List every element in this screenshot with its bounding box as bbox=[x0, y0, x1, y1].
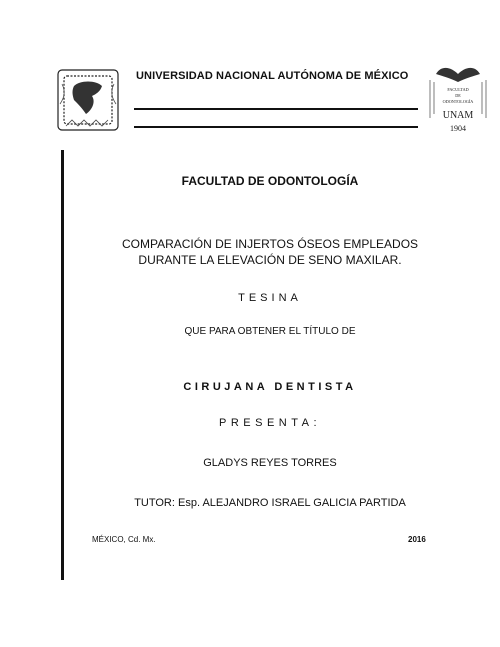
thesis-title-line-2: DURANTE LA ELEVACIÓN DE SENO MAXILAR. bbox=[138, 253, 402, 267]
degree-title: CIRUJANA DENTISTA bbox=[183, 381, 357, 393]
presents-label: PRESENTA: bbox=[218, 417, 322, 429]
place-label: MÉXICO, Cd. Mx. bbox=[92, 535, 156, 544]
faculty-seal-line-1: FACULTAD bbox=[447, 87, 469, 92]
header-rule-top bbox=[134, 108, 418, 110]
header-rule-bottom bbox=[134, 126, 418, 128]
faculty-seal-line-3: ODONTOLOGÍA bbox=[442, 99, 474, 104]
unam-seal-icon bbox=[52, 64, 124, 136]
faculty-name: FACULTAD DE ODONTOLOGÍA bbox=[181, 174, 359, 188]
tutor-name: TUTOR: Esp. ALEJANDRO ISRAEL GALICIA PARTIDA bbox=[134, 497, 406, 509]
university-name: UNIVERSIDAD NACIONAL AUTÓNOMA DE MÉXICO bbox=[136, 70, 409, 82]
faculty-seal-line-2: DE bbox=[455, 93, 461, 98]
faculty-seal-line-4: UNAM bbox=[442, 110, 474, 121]
thesis-title-line-1: COMPARACIÓN DE INJERTOS ÓSEOS EMPLEADOS bbox=[121, 237, 419, 251]
faculty-seal-icon bbox=[426, 60, 490, 144]
year-label: 2016 bbox=[408, 535, 426, 544]
author-name: GLADYS REYES TORRES bbox=[203, 457, 337, 469]
purpose-text: QUE PARA OBTENER EL TÍTULO DE bbox=[184, 326, 356, 337]
faculty-seal-line-5: 1904 bbox=[450, 124, 466, 133]
document-type: TESINA bbox=[238, 292, 302, 304]
left-vertical-rule bbox=[61, 150, 64, 580]
